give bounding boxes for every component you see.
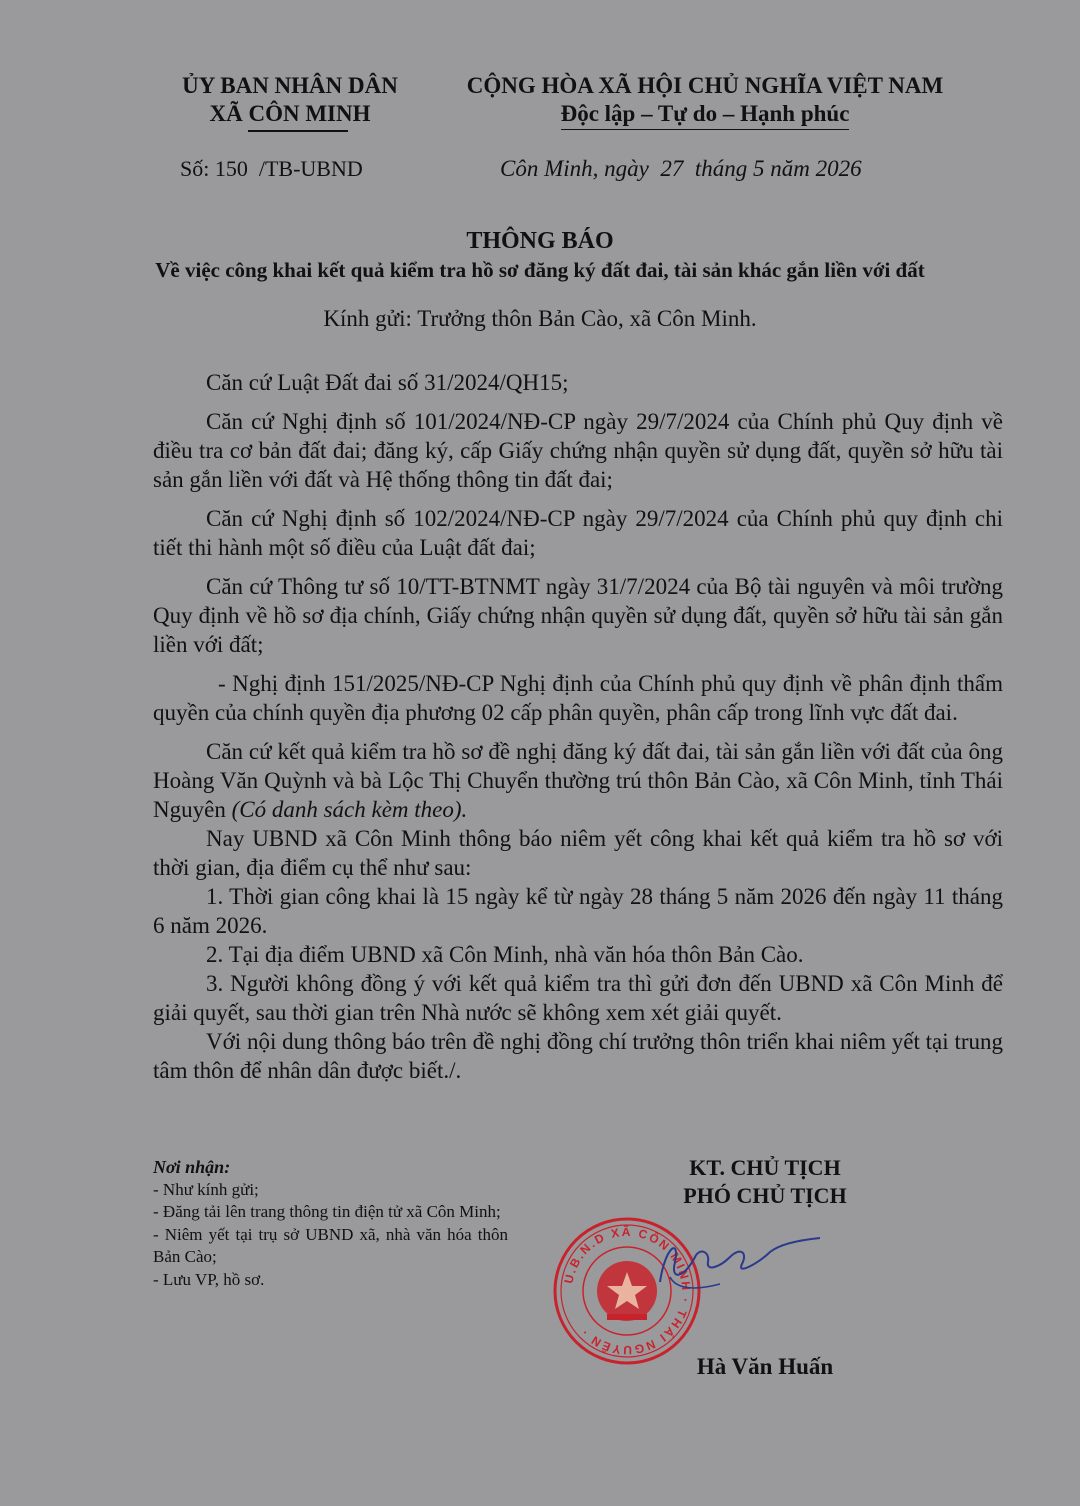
authority-underline xyxy=(248,130,348,132)
signer-title xyxy=(640,1154,890,1210)
attachment-note: (Có danh sách kèm theo). xyxy=(231,797,468,822)
closing-paragraph: Với nội dung thông báo trên đề nghị đồng chí trưởng thôn triển khai niêm yết tại trung tâm thôn để nhân dân được biết./. xyxy=(153,1029,1003,1083)
handwritten-signature xyxy=(630,1222,830,1302)
recipient-item: - Như kính gửi; xyxy=(153,1179,259,1199)
document-body xyxy=(153,368,1003,1085)
national-motto: Độc lập – Tự do – Hạnh phúc xyxy=(561,100,850,130)
national-heading xyxy=(440,72,970,130)
legal-basis-4: Căn cứ Thông tư số 10/TT-BTNMT ngày 31/7/2024 của Bộ tài nguyên và môi trường Quy định về hồ sơ địa chính, Giấy chứng nhận quyền sử dụng đất, quyền sở hữu tài sản gắn liền với đất; xyxy=(153,574,1003,657)
document-date: Côn Minh, ngày 27 tháng 5 năm 2026 xyxy=(500,156,862,181)
item-2: 2. Tại địa điểm UBND xã Côn Minh, nhà văn hóa thôn Bản Cào. xyxy=(206,942,804,967)
signer-name: Hà Văn Huấn xyxy=(696,1354,834,1379)
recipients-list xyxy=(153,1156,508,1291)
legal-basis-3: Căn cứ Nghị định số 102/2024/NĐ-CP ngày 29/7/2024 của Chính phủ quy định chi tiết thi hành một số điều của Luật đất đai; xyxy=(153,506,1003,560)
signer-title-line2: PHÓ CHỦ TỊCH xyxy=(683,1183,847,1208)
item-1: 1. Thời gian công khai là 15 ngày kể từ ngày 28 tháng 5 năm 2026 đến ngày 11 tháng 6 năm 2026. xyxy=(153,884,1003,938)
legal-basis-6-text: Căn cứ kết quả kiểm tra hồ sơ đề nghị đăng ký đất đai, tài sản gắn liền với đất của ông Hoàng Văn Quỳnh và bà Lộc Thị Chuyển thường trú thôn Bản Cào, xã Côn Minh, tỉnh Thái Nguyên xyxy=(153,739,1003,822)
recipient-item: - Niêm yết tại trụ sở UBND xã, nhà văn hóa thôn Bản Cào; xyxy=(153,1224,508,1266)
addressee: Kính gửi: Trưởng thôn Bản Cào, xã Côn Minh. xyxy=(323,306,757,331)
document-number: Số: 150 /TB-UBND xyxy=(180,156,363,181)
item-3: 3. Người không đồng ý với kết quả kiểm tra thì gửi đơn đến UBND xã Côn Minh để giải quyết, sau thời gian trên Nhà nước sẽ không xem xét giải quyết. xyxy=(153,971,1003,1025)
recipient-item: - Đăng tải lên trang thông tin điện tử xã Côn Minh; xyxy=(153,1202,501,1221)
authority-line2: XÃ CÔN MINH xyxy=(209,101,371,126)
recipient-item: - Lưu VP, hồ sơ. xyxy=(153,1269,265,1289)
issuing-authority xyxy=(150,72,430,132)
document-subtitle: Về việc công khai kết quả kiểm tra hồ sơ đăng ký đất đai, tài sản khác gắn liền với đất xyxy=(155,258,925,282)
signer-title-line1: KT. CHỦ TỊCH xyxy=(689,1155,841,1180)
legal-basis-6 xyxy=(153,737,1003,824)
nation-name: CỘNG HÒA XÃ HỘI CHỦ NGHĨA VIỆT NAM xyxy=(466,73,944,98)
authority-line1: ỦY BAN NHÂN DÂN xyxy=(182,73,398,98)
announcement-paragraph: Nay UBND xã Côn Minh thông báo niêm yết công khai kết quả kiểm tra hồ sơ với thời gian, địa điểm cụ thể như sau: xyxy=(153,826,1003,880)
legal-basis-2: Căn cứ Nghị định số 101/2024/NĐ-CP ngày 29/7/2024 của Chính phủ Quy định về điều tra cơ bản đất đai; đăng ký, cấp Giấy chứng nhận quyền sử dụng đất, quyền sở hữu tài sản gắn liền với đất và Hệ thống thông tin đất đai; xyxy=(153,409,1003,492)
recipients-title: Nơi nhận: xyxy=(153,1157,231,1177)
svg-text:U.B.N.D XÃ CÔN MINH · THÁI NGU: U.B.N.D XÃ CÔN MINH · THÁI NGUYÊN · xyxy=(561,1224,694,1358)
legal-basis-1: Căn cứ Luật Đất đai số 31/2024/QH15; xyxy=(206,370,569,395)
document-title: THÔNG BÁO xyxy=(466,228,614,254)
legal-basis-5: - Nghị định 151/2025/NĐ-CP Nghị định của Chính phủ quy định về phân định thẩm quyền của chính quyền địa phương 02 cấp phân quyền, phân cấp trong lĩnh vực đất đai. xyxy=(153,671,1003,725)
